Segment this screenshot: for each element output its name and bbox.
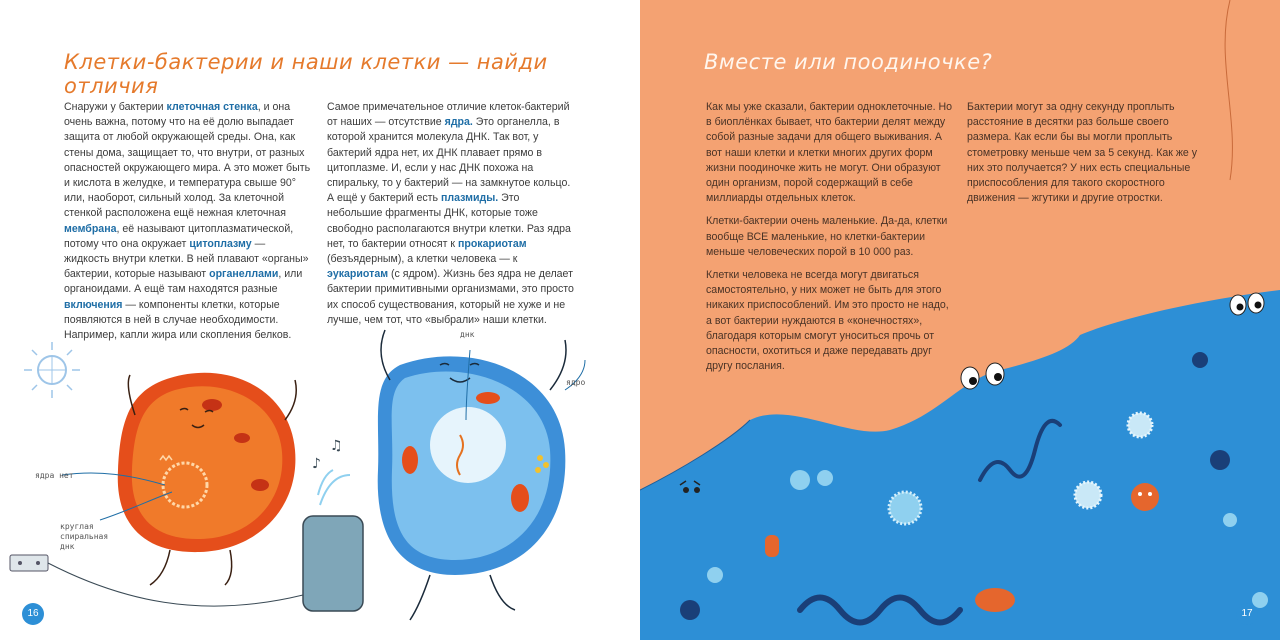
microbe-icon [1131, 483, 1159, 511]
text: — компоненты клетки, которые появляются в ней в случае необходимости. Например, капли жира или скопления белков. [64, 298, 292, 342]
paragraph: Бактерии могут за одну секунду проплыть расстояние в десятки раз больше своего размера. Как если бы вы могли проплыть стометровку меньше чем за 5 секунд. Как же у них это получается? У них есть специальные приспособления для такого скоростного движения — жгутики и другие отростки. [967, 101, 1198, 205]
text: Снаружи у бактерии [64, 101, 167, 113]
text: , её называют цитоплазматической, потому что она окружает [64, 222, 294, 250]
term-inclusions: включения [64, 298, 123, 311]
page-number-badge: 16 [22, 603, 44, 625]
right-column-1 [706, 100, 952, 382]
label-no-nucleus: ядра нет [35, 471, 74, 480]
cells-illustration [0, 320, 640, 640]
term-nucleus: ядра. [444, 116, 473, 129]
right-page-title: Вместе или поодиночке? [704, 50, 993, 74]
term-organelles: органеллами [209, 268, 279, 281]
paragraph: Клетки-бактерии очень маленькие. Да-да, клетки вообще ВСЕ маленькие, но клетки-бактерии меньше человеческих порой в 10 000 раз. [706, 215, 948, 258]
right-page [640, 0, 1280, 640]
text: (безъядерным), а клетки человека — к [327, 253, 518, 266]
right-column-2 [967, 100, 1215, 214]
page-number-badge: 17 [1236, 603, 1258, 625]
speaker-icon [303, 438, 363, 611]
term-membrane: мембрана [64, 222, 117, 235]
microbe-icon [1075, 482, 1101, 508]
term-prokaryotes: прокариотам [457, 237, 527, 250]
svg-text:♫: ♫ [330, 438, 343, 454]
text: (с ядром). Жизнь без ядра не делает бактерии примитивными организмами, это просто их способ существования, который не хуже и не лучше, чем тот, что «выбрали» наши клетки. [327, 268, 574, 326]
label-round-dna: круглая спиральная днк [60, 522, 109, 551]
left-column-1 [64, 100, 312, 351]
term-eukaryotes: эукариотам [327, 268, 389, 281]
microbe-icon [889, 492, 921, 524]
text: , и она очень важна, потому что на её долю выпадает защита от любой окружающей среды. Она, как стены дома, защищает то, что внутри, от разных опасностей окружающего мира. А это может быть и кислота в желудке, и температура свыше 90° или, наоборот, сильный холод. За клеточной стенкой расположена ещё нежная клеточная [64, 101, 311, 220]
paragraph: Как мы уже сказали, бактерии одноклеточные. Но в биоплёнках бывает, что бактерии делят между собой разные задачи для общего выживания. А вот наши клетки и клетки многих других форм жизни поодиночке жить не могут. Они образуют один организм, порой содержащий в себе миллиарды отдельных клеток. [706, 101, 953, 205]
left-page-title: Клетки-бактерии и наши клетки — найди отличия [64, 50, 548, 98]
microbe-icon [975, 588, 1015, 612]
paragraph: Клетки человека не всегда могут двигаться самостоятельно, у них может не быть для этого никаких приспособлений. Им это просто не надо, а вот бактерии нуждаются в «конечностях», благодаря которым смогут уноситься прочь от опасности, охотиться и даже передавать друг другу послания. [706, 269, 949, 373]
label-nucleus: ядро [566, 378, 586, 387]
term-cell-wall: клеточная стенка [166, 101, 258, 113]
microbe-icon [1128, 413, 1152, 437]
text: Это органелла, в которой хранится молекула ДНК. Так вот, у бактерий ядра нет, их ДНК плавает прямо в цитоплазме. И, если у нас ДНК похожа на спиральку, то у бактерий — на замкнутое кольцо. А ещё у бактерий есть [327, 116, 571, 205]
text: — жидкость внутри клетки. В ней плавают «органы» бактерии, которые называют [64, 237, 309, 281]
human-cell [378, 330, 585, 620]
label-dna: днк [460, 330, 475, 339]
term-plasmids: плазмиды. [440, 192, 499, 205]
bacterium-cell [118, 373, 296, 585]
text: Это небольшие фрагменты ДНК, которые тоже свободно располагаются внутри клетки. Раз ядра нет, то бактерии относят к [327, 192, 571, 250]
text: Самое примечательное отличие клеток-бактерий от наших — отсутствие [327, 101, 570, 129]
svg-text:♪: ♪ [312, 456, 321, 472]
microbe-icon [765, 535, 779, 557]
text: , или органоидами. А ещё там находятся разные [64, 268, 303, 296]
disco-ball-icon [24, 342, 80, 398]
term-cytoplasm: цитоплазму [189, 237, 252, 250]
left-column-2 [327, 100, 575, 336]
